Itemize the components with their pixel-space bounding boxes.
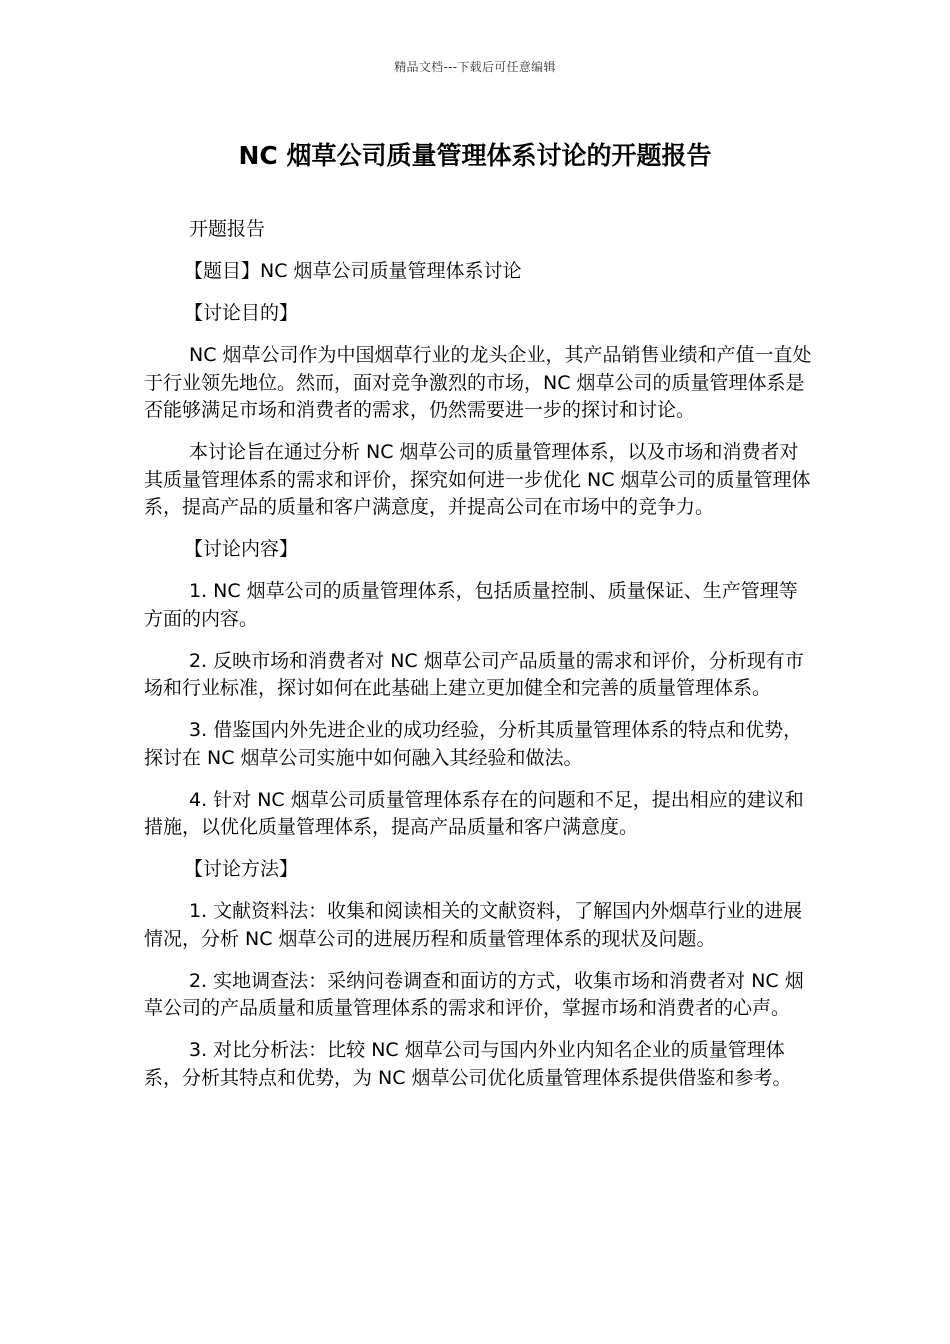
content-item: 3. 借鉴国内外先进企业的成功经验，分析其质量管理体系的特点和优势，探讨在 NC 烟草公司实施中如何融入其经验和做法。	[144, 719, 803, 769]
method-item: 3. 对比分析法：比较 NC 烟草公司与国内外业内知名企业的质量管理体系，分析其特点和优势，为 NC 烟草公司优化质量管理体系提供借鉴和参考。	[144, 1039, 792, 1089]
report-label: 开题报告	[189, 218, 266, 240]
document-title: NC 烟草公司质量管理体系讨论的开题报告	[238, 141, 712, 170]
purpose-paragraph: 本讨论旨在通过分析 NC 烟草公司的质量管理体系，以及市场和消费者对其质量管理体系的需求和评价，探究如何进一步优化 NC 烟草公司的质量管理体系，提高产品的质量和客户满意度，并提高公司在市场中的竞争力。	[144, 441, 811, 518]
content-heading: 【讨论内容】	[184, 538, 299, 560]
purpose-heading: 【讨论目的】	[184, 302, 299, 324]
method-item: 2. 实地调查法：采纳问卷调查和面访的方式，收集市场和消费者对 NC 烟草公司的产品质量和质量管理体系的需求和评价，掌握市场和消费者的心声。	[144, 969, 804, 1019]
content-item: 2. 反映市场和消费者对 NC 烟草公司产品质量的需求和评价，分析现有市场和行业标准，探讨如何在此基础上建立更加健全和完善的质量管理体系。	[144, 649, 804, 699]
content-item: 1. NC 烟草公司的质量管理体系，包括质量控制、质量保证、生产管理等方面的内容。	[144, 580, 798, 630]
header-note: 精品文档---下载后可任意编辑	[394, 60, 556, 74]
content-item: 4. 针对 NC 烟草公司质量管理体系存在的问题和不足，提出相应的建议和措施，以优化质量管理体系，提高产品质量和客户满意度。	[144, 788, 804, 838]
document-body	[144, 216, 816, 1107]
purpose-paragraph: NC 烟草公司作为中国烟草行业的龙头企业，其产品销售业绩和产值一直处于行业领先地位。然而，面对竞争激烈的市场，NC 烟草公司的质量管理体系是否能够满足市场和消费者的需求，仍然需要进一步的探讨和讨论。	[144, 344, 812, 421]
topic-line: 【题目】NC 烟草公司质量管理体系讨论	[184, 260, 522, 282]
method-heading: 【讨论方法】	[184, 858, 299, 880]
method-item: 1. 文献资料法：收集和阅读相关的文献资料，了解国内外烟草行业的进展情况，分析 NC 烟草公司的进展历程和质量管理体系的现状及问题。	[144, 900, 803, 950]
